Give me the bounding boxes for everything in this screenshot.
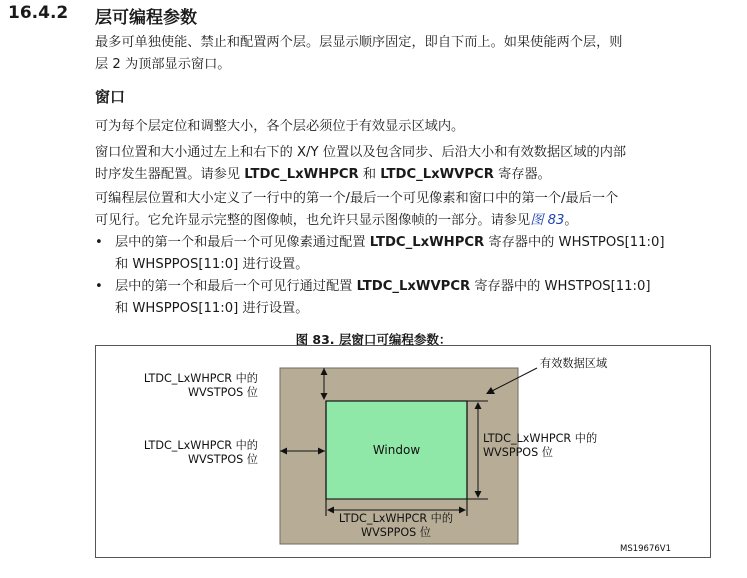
window-paragraph-1: 可为每个层定位和调整大小，各个层必须位于有效显示区域内。 — [95, 119, 465, 134]
bullet-icon: • — [95, 235, 103, 250]
register-name: LTDC_LxWVPCR — [356, 279, 471, 294]
register-name: LTDC_LxWVPCR — [380, 167, 494, 182]
intro-line: 最多可单独使能、禁止和配置两个层。层显示顺序固定，即自下而上。如果使能两个层，则 — [95, 35, 623, 50]
right-position-label: LTDC_LxWHPCR 中的 WVSPPOS 位 — [483, 432, 598, 459]
left-position-label: LTDC_LxWHPCR 中的 WVSTPOS 位 — [143, 439, 258, 466]
section-number: 16.4.2 — [8, 3, 69, 23]
bullet-icon: • — [95, 279, 103, 294]
figure-id: MS19676V1 — [620, 544, 671, 554]
register-name: LTDC_LxWHPCR — [369, 235, 485, 250]
window-paragraph-2: 窗口位置和大小通过左上和右下的 X/Y 位置以及包含同步、后沿大小和有效数据区域的内部 时序发生器配置。请参见 LTDC_LxWHPCR 和 LTDC_LxWVPCR 寄存器。 — [95, 145, 627, 182]
intro-line: 层 2 为顶部显示窗口。 — [95, 57, 231, 72]
active-area-label: 有效数据区域 — [540, 357, 608, 370]
figure-caption: 图 83. 层窗口可编程参数： — [295, 332, 452, 347]
bottom-position-label: LTDC_LxWHPCR 中的 WVSPPOS 位 — [338, 512, 454, 539]
top-position-label: LTDC_LxWHPCR 中的 WVSTPOS 位 — [143, 372, 258, 399]
section-title: 层可编程参数 — [95, 8, 197, 28]
subsection-title: 窗口 — [95, 88, 126, 106]
figure-link[interactable]: 图 83 — [530, 213, 565, 228]
window-paragraph-3: 可编程层位置和大小定义了一行中的第一个/最后一个可见像素和窗口中的第一个/最后一个 可见行。它允许显示完整的图像帧，也允许只显示图像帧的一部分。请参见图 83。 — [95, 191, 619, 228]
register-name: LTDC_LxWHPCR — [244, 167, 359, 182]
window-label: Window — [372, 443, 421, 457]
